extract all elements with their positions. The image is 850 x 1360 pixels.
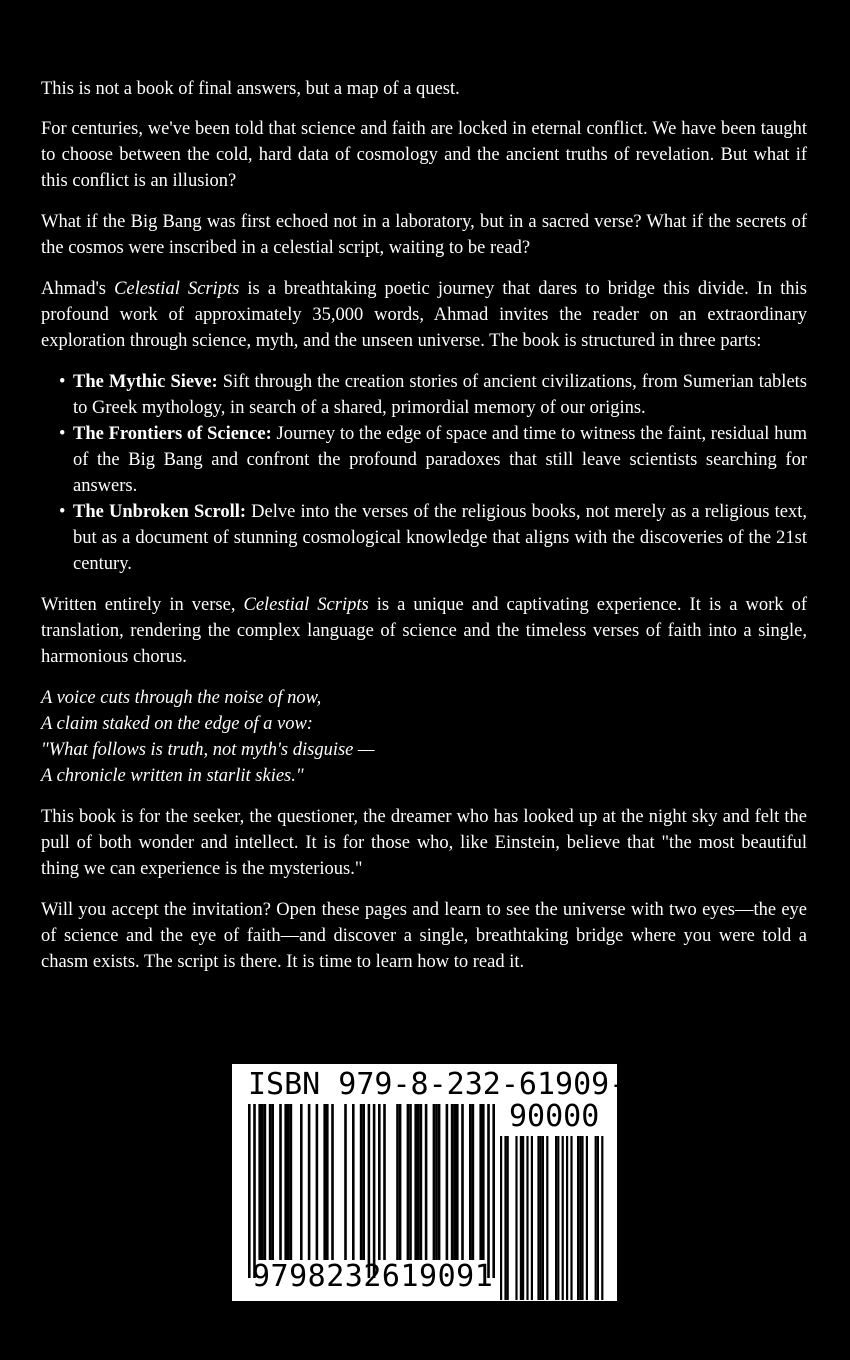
barcode-bar xyxy=(378,1104,381,1260)
addon-bar xyxy=(520,1136,522,1300)
barcode-bar xyxy=(492,1104,495,1278)
addon-bar xyxy=(504,1136,506,1300)
barcode-bar xyxy=(420,1104,423,1260)
isbn-label: ISBN 979-8-232-61909-1 xyxy=(248,1067,646,1102)
bullet-icon: • xyxy=(59,424,66,444)
barcode-bar xyxy=(316,1104,319,1260)
part-description: Journey to the edge of space and time to witness the faint, residual hum of the Big Bang and confront the profound paradoxes that still leave scientists searching for answers. xyxy=(73,424,807,496)
barcode-bar xyxy=(344,1104,347,1260)
barcode-bar xyxy=(451,1104,454,1260)
barcode-bar xyxy=(417,1104,420,1260)
barcode-bar xyxy=(308,1104,311,1260)
addon-bar xyxy=(515,1136,517,1300)
barcode-bar xyxy=(360,1104,363,1260)
barcode-bar xyxy=(461,1104,464,1260)
barcode-bar xyxy=(264,1104,267,1260)
price-addon-digits: 90000 xyxy=(509,1099,600,1134)
part-item xyxy=(41,421,807,499)
barcode-bar xyxy=(326,1104,329,1260)
barcode-bar xyxy=(425,1104,428,1260)
addon-bar xyxy=(542,1136,544,1300)
barcode-bar xyxy=(399,1104,402,1260)
audience-paragraph: This book is for the seeker, the questioner, the dreamer who has looked up at the night sky and felt the pull of both wonder and intellect. It is for those who, like Einstein, believe that "the most beautiful thing we can experience is the mysterious." xyxy=(41,807,807,879)
summary-lead: Ahmad's xyxy=(41,279,115,299)
verse-line: A chronicle written in starlit skies." xyxy=(41,766,304,786)
barcode-bar xyxy=(456,1104,459,1260)
isbn-barcode xyxy=(232,1064,646,1301)
addon-bar xyxy=(570,1136,572,1300)
summary-paragraph xyxy=(41,276,807,354)
part-description: Sift through the creation stories of ancient civilizations, from Sumerian tablets to Greek mythology, in search of a shared, primordial memory of our origins. xyxy=(73,372,808,418)
barcode-bar xyxy=(409,1104,412,1260)
addon-bar xyxy=(595,1136,597,1300)
barcode-bar xyxy=(290,1104,293,1260)
bullet-icon: • xyxy=(59,502,66,522)
addon-bar xyxy=(522,1136,524,1300)
addon-bar xyxy=(579,1136,581,1300)
addon-bar xyxy=(546,1136,548,1300)
book-title-italic: Celestial Scripts xyxy=(243,595,369,615)
blurb-text xyxy=(41,76,807,990)
summary-rest: is a breathtaking poetic journey that dares to bridge this divide. In this profound work of approximately 35,000 words, Ahmad invites the reader on an extraordinary exploration through science, myth, and the unseen universe. The book is structured in three parts: xyxy=(41,279,807,351)
barcode-bar xyxy=(258,1104,261,1260)
addon-bar xyxy=(500,1136,502,1300)
barcode-bar xyxy=(453,1104,456,1260)
addon-bar xyxy=(507,1136,509,1300)
addon-bar xyxy=(566,1136,568,1300)
barcode-bar xyxy=(433,1104,436,1260)
addon-bar xyxy=(540,1136,542,1300)
barcode-bar xyxy=(373,1104,376,1278)
barcode-bar xyxy=(331,1104,334,1260)
barcode-bar xyxy=(300,1104,303,1260)
barcode-bar xyxy=(323,1104,326,1260)
addon-bar xyxy=(526,1136,528,1300)
invitation-paragraph: Will you accept the invitation? Open these pages and learn to see the universe with two eyes—the eye of science and the eye of faith—and discover a single, breathtaking bridge where you were told a chasm exists. The script is there. It is time to learn how to read it. xyxy=(41,900,807,972)
addon-bar xyxy=(601,1136,603,1300)
addon-bar xyxy=(531,1136,533,1300)
bullet-icon: • xyxy=(59,372,66,392)
barcode-bar xyxy=(253,1104,256,1278)
barcode-bar xyxy=(287,1104,290,1260)
parts-list xyxy=(41,369,807,577)
verse-stanza xyxy=(41,685,807,789)
verse-line: "What follows is truth, not myth's disguise — xyxy=(41,740,375,760)
barcode-bar xyxy=(407,1104,410,1260)
barcode-bar xyxy=(383,1104,386,1260)
addon-bar xyxy=(597,1136,599,1300)
part-item xyxy=(41,369,807,421)
addon-bar xyxy=(537,1136,539,1300)
barcode-bar xyxy=(469,1104,472,1260)
barcode-bar xyxy=(279,1104,282,1260)
barcode-bar xyxy=(284,1104,287,1260)
book-title-italic: Celestial Scripts xyxy=(114,279,240,299)
question-paragraph: What if the Big Bang was first echoed not in a laboratory, but in a sacred verse? What if the secrets of the cosmos were inscribed in a celestial script, waiting to be read? xyxy=(41,212,807,258)
addon-bar xyxy=(562,1136,564,1300)
verse-intro-paragraph xyxy=(41,592,807,670)
verse-intro-lead: Written entirely in verse, xyxy=(41,595,244,615)
part-title: The Frontiers of Science: xyxy=(73,424,272,444)
barcode-bar xyxy=(269,1104,272,1260)
barcode-bar xyxy=(261,1104,264,1260)
addon-bar xyxy=(586,1136,588,1300)
addon-bar xyxy=(555,1136,557,1300)
barcode-bar xyxy=(362,1104,365,1260)
barcode-bar xyxy=(487,1104,490,1278)
verse-intro-rest: is a unique and captivating experience. It is a work of translation, rendering the complex language of science and the timeless verses of faith into a single, harmonious chorus. xyxy=(41,595,807,667)
conflict-paragraph: For centuries, we've been told that science and faith are locked in eternal conflict. We have been taught to choose between the cold, hard data of cosmology and the ancient truths of revelation. But what if this conflict is an illusion? xyxy=(41,119,807,191)
intro-paragraph: This is not a book of final answers, but a map of a quest. xyxy=(41,79,460,99)
part-title: The Unbroken Scroll: xyxy=(73,502,247,522)
part-description: Delve into the verses of the religious books, not merely as a religious text, but as a document of stunning cosmological knowledge that aligns with the discoveries of the 21st century. xyxy=(73,502,807,574)
barcode-bar xyxy=(482,1104,485,1260)
barcode-bar xyxy=(352,1104,355,1260)
part-title: The Mythic Sieve: xyxy=(73,372,218,392)
addon-bar xyxy=(557,1136,559,1300)
barcode-bar xyxy=(396,1104,399,1260)
verse-line: A voice cuts through the noise of now, xyxy=(41,688,322,708)
barcode-bar xyxy=(368,1104,371,1278)
barcode-bar xyxy=(446,1104,449,1260)
barcode-bar xyxy=(435,1104,438,1260)
barcode-bar xyxy=(472,1104,475,1260)
barcode-bar xyxy=(414,1104,417,1260)
barcode-digits: 9798232619091 xyxy=(252,1259,494,1294)
part-item xyxy=(41,499,807,577)
barcode-bar xyxy=(248,1104,251,1278)
barcode-bar xyxy=(438,1104,441,1260)
addon-bar xyxy=(581,1136,583,1300)
addon-bar xyxy=(577,1136,579,1300)
barcode-bar xyxy=(271,1104,274,1260)
barcode-bar xyxy=(479,1104,482,1260)
verse-line: A claim staked on the edge of a vow: xyxy=(41,714,313,734)
